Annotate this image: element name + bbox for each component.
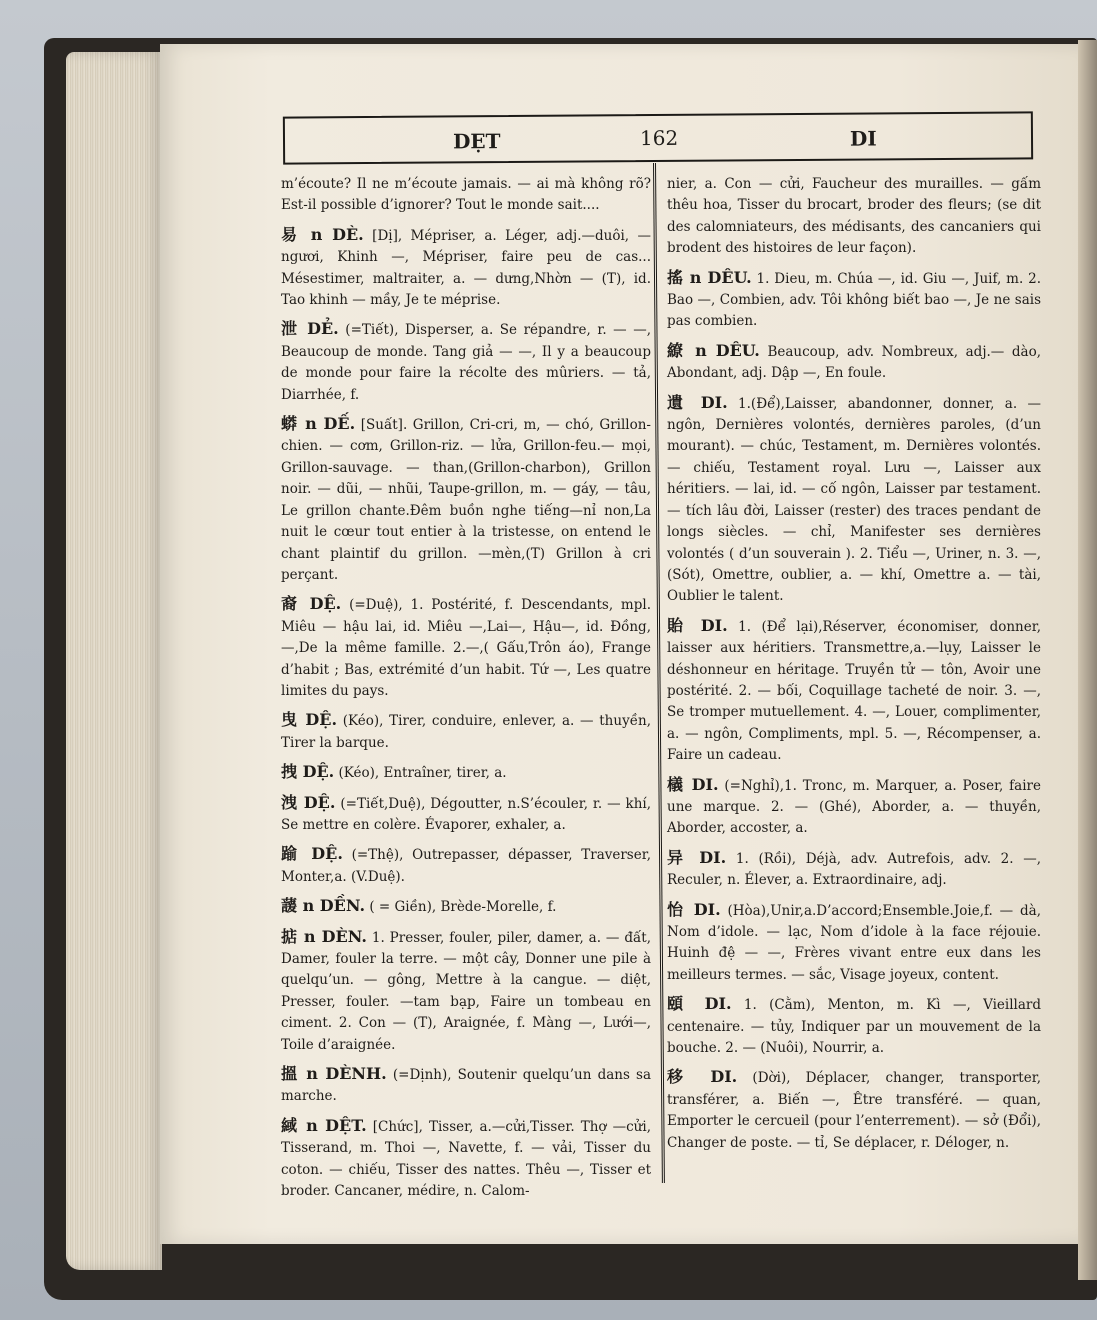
left-column [281, 174, 652, 1200]
dictionary-entry [281, 895, 651, 918]
entry-headword: 遺 DI. [667, 392, 728, 412]
entry-text: (Dời), Déplacer, changer, transporter, transférer, a. Biến —, Être transféré. — quan, Emporter le cercueil (pour l’enterrement). — sở (Đổi), Changer de poste. — tỉ, Se déplacer, r. Déloger, n. [667, 1070, 1041, 1151]
entry-text: (=Dịnh), Soutenir quelqu’un dans sa marche. [281, 1067, 652, 1105]
dictionary-entry [667, 267, 1041, 333]
entry-headword: 踰 DỆ. [281, 844, 343, 864]
entry-headword: 洩 DỆ. [281, 792, 336, 812]
dictionary-entry [667, 774, 1041, 840]
entry-text: Beaucoup, adv. Nombreux, adj.— dào, Abondant, adj. Dập —, En foule. [667, 343, 1042, 382]
entry-headword: 泄 DẺ. [281, 319, 339, 339]
dictionary-entry [281, 792, 651, 837]
entry-text: (=Tiết), Disperser, a. Se répandre, r. — —, Beaucoup de monde. Tang giả — —, Il y a beaucoup de monde pour faire la récolte des mûriers. — tả, Diarrhée, f. [281, 322, 651, 403]
dictionary-entry [667, 899, 1041, 987]
header-left-word: DẸT [452, 129, 501, 154]
entry-text: 1.(Để),Laisser, abandonner, donner, a. — ngôn, Dernières volontés, dernières paroles, (d’un mourant). — chúc, Testament, m. Dernières volontés. — chiếu, Testament royal. Lưu —, Laisser aux héritiers. — lai, id. — cố ngôn, Laisser par testament. — tích lâu đời, Laisser (rester) des traces pendant de longs siècles. — chỉ, Manifester ses dernières volontés ( d’un souverain ). 2. Tiểu —, Uriner, n. 3. —, (Sót), Omettre, oublier, a. — khí, Omettre a. — tài, Oublier le talent. [667, 395, 1041, 605]
dictionary-entry [281, 843, 651, 888]
entry-headword: 緎 n DỆT. [281, 1115, 367, 1135]
entry-text: (=Nghỉ),1. Tronc, m. Marquer, a. Poser, faire une marque. 2. — (Ghé), Aborder, a. — thuyền, Aborder, accoster, a. [667, 777, 1041, 837]
entry-text: nier, a. Con — cửi, Faucheur des murailles. — gấm thêu hoa, Tisser du brocart, broder des fleurs; (se dit des calomniateurs, des médisants, des cancaniers qui brodent des histoires de leur façon). [667, 176, 1041, 257]
dictionary-entry [281, 1063, 651, 1108]
entry-headword: 裔 DỆ. [281, 594, 342, 614]
entry-text: (=Thệ), Outrepasser, dépasser, Traverser, Monter,a. (V.Duệ). [281, 847, 651, 885]
entry-headword: 頤 DI. [667, 994, 732, 1014]
dictionary-entry [281, 761, 651, 784]
entry-headword: 掂 n DÈN. [281, 926, 367, 946]
entry-headword: 移 DI. [667, 1067, 738, 1087]
dictionary-entry [667, 340, 1041, 385]
entry-text: ( = Giền), Brède-Morelle, f. [369, 899, 557, 916]
entry-text: [Dị], Mépriser, a. Léger, adj.—duôi, —ngươi, Khinh —, Mépriser, faire peu de cas... Mésestimer, maltraiter, a. — dưng,Nhờn — (T), id. Tao khinh — mầy, Je te méprise. [281, 227, 651, 309]
entry-text: 1. (Cằm), Menton, m. Kì —, Vieillard centenaire. — tủy, Indiquer par un mouvement de la bouche. 2. — (Nuôi), Nourrir, a. [667, 997, 1041, 1057]
entry-text: 1. (Rồi), Déjà, adv. Autrefois, adv. 2. —, Reculer, n. Élever, a. Extraordinaire, adj. [667, 850, 1041, 889]
entry-headword: 拽 DỆ. [281, 762, 335, 782]
entry-text: 1. (Để lại),Réserver, économiser, donner, laisser aux héritiers. Transmettre,a.—lụy, Laisser le déshonneur en héritage. Truyền tử — tôn, Avoir une postérité. 2. — bối, Coquillage tacheté de noir. 3. —, Se tromper mutuellement. 4. —, Louer, complimenter, a. — ngôn, Compliments, mpl. 5. —, Récompenser, a. Faire un cadeau. [667, 618, 1041, 764]
entry-text: 1. Dieu, m. Chúa —, id. Giu —, Juif, m. 2. Bao —, Combien, adv. Tôi không biết bao —, Je ne sais pas combien. [667, 270, 1041, 330]
entry-headword: 蟒 n DẾ. [281, 414, 356, 434]
entry-text: (Kéo), Entraîner, tirer, a. [338, 765, 507, 782]
entry-text: (Kéo), Tirer, conduire, enlever, a. — thuyền, Tirer la barque. [281, 713, 651, 751]
dictionary-entry [281, 1115, 651, 1203]
dictionary-entry [667, 174, 1041, 260]
dictionary-entry [281, 174, 651, 217]
entry-headword: 搖 n DÊU. [667, 267, 752, 287]
dictionary-entry [281, 926, 651, 1056]
dictionary-entry [281, 224, 651, 312]
entry-text: (=Duệ), 1. Postérité, f. Descendants, mpl. Miêu — hậu lai, id. Miêu —,Lai—, Hậu—, id. Đồng,—,De la même famille. 2.—,( Gấu,Trôn áo), Frange d’habit ; Bas, extrémité d’un habit. Tứ —, Les quatre limites du pays. [281, 597, 651, 699]
facing-page-edge [1078, 40, 1097, 1280]
entry-text: [Suất]. Grillon, Cri-cri, m, — chó, Grillon-chien. — cơm, Grillon-riz. — lửa, Grillon-feu.— mọi, Grillon-sauvage. — than,(Grillon-charbon), Grillon noir. — dũi, — nhũi, Taupe-grillon, m. — gáy, — tâu, Le grillon chante.Đêm buồn nghe tiếng—nỉ non,La nuit le cœur tout entier à la tristesse, on entend le chant plaintif du grillon. —mèn,(T) Grillon à cri perçant. [281, 417, 651, 583]
dictionary-entry [667, 993, 1041, 1059]
dictionary-entry [667, 1066, 1041, 1154]
entry-headword: 易 n DÈ. [281, 224, 364, 244]
page-stack-edges [66, 52, 162, 1270]
right-column [667, 174, 1041, 1184]
entry-headword: 蘐 n DỀN. [281, 896, 366, 916]
dictionary-entry [667, 392, 1041, 608]
header-right-word: DI [849, 126, 877, 151]
running-header [283, 111, 1033, 164]
entry-text: m’écoute? Il ne m’écoute jamais. — ai mà không rõ? Est-il possible d’ignorer? Tout le monde sait.... [281, 176, 651, 214]
dictionary-entry [667, 847, 1041, 892]
dictionary-entry [281, 593, 651, 702]
dictionary-entry [281, 413, 651, 586]
entry-headword: 檥 DI. [667, 774, 719, 794]
dictionary-entry [667, 615, 1041, 767]
page-number: 162 [639, 125, 679, 151]
dictionary-entry [281, 709, 651, 754]
entry-text: 1. Presser, fouler, piler, damer, a. — đất, Damer, fouler la terre. — một cây, Donner une pile à quelqu’un. — gông, Mettre à la cangue. — diệt, Presser, fouler. —tam bạp, Faire un tombeau en ciment. 2. Con — (T), Araignée, f. Màng —, Lưới—, Toile d’araignée. [281, 929, 651, 1053]
entry-text: (Hòa),Unir,a.D’accord;Ensemble.Joie,f. — dà, Nom d’idole. — lạc, Nom d’idole à la face réjouie. Huinh đệ — —, Frères vivant entre eux dans les meilleurs termes. — sắc, Visage joyeux, content. [667, 902, 1041, 983]
entry-headword: 怡 DI. [667, 899, 721, 919]
dictionary-entry [281, 318, 651, 406]
entry-headword: 曳 DỆ. [281, 710, 338, 730]
entry-text: [Chức], Tisser, a.—cửi,Tisser. Thợ —cửi, Tisserand, m. Thoi —, Navette, f. — vải, Tisser du coton. — chiếu, Tisser des nattes. Thêu —, Tisser et broder. Cancaner, médire, n. Calom- [281, 1118, 651, 1200]
entry-headword: 貽 DI. [667, 615, 728, 635]
entry-text: (=Tiết,Duệ), Dégoutter, n.S’écouler, r. — khí, Se mettre en colère. Évaporer, exhaler, a. [281, 795, 651, 833]
entry-headword: 繚 n DÊU. [667, 340, 760, 360]
entry-headword: 搵 n DÈNH. [281, 1064, 387, 1084]
entry-headword: 异 DI. [667, 847, 727, 867]
